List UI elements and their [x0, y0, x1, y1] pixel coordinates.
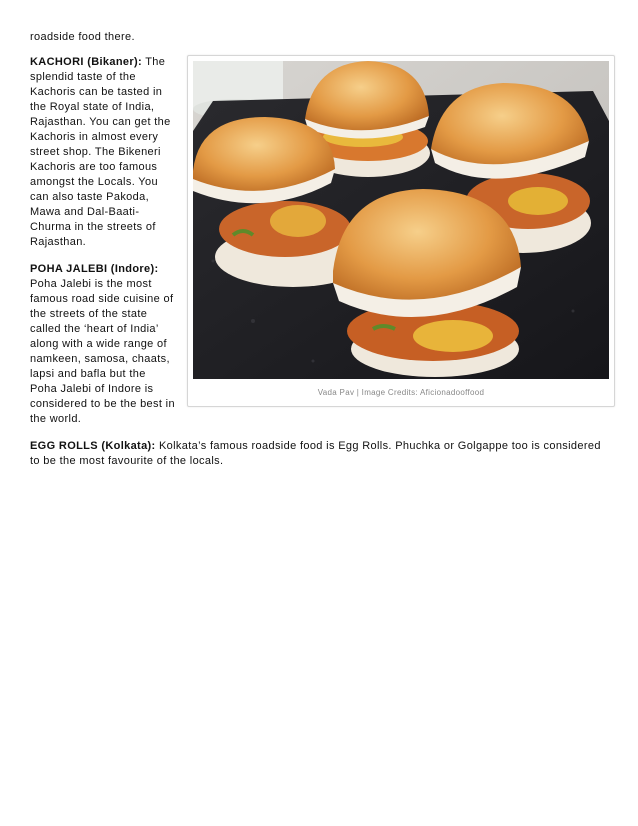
- figure: [187, 55, 615, 407]
- poha-jalebi-heading: POHA JALEBI (Indore):: [30, 263, 159, 275]
- egg-rolls-body: Kolkata’s famous roadside food is Egg Rolls. Phuchka or Golgappe too is considered to be the most favourite of the locals.: [30, 440, 601, 467]
- poha-jalebi-body: Poha Jalebi is the most famous road side cuisine of the streets of the state called the ‘heart of India’ along with a wide range of namkeen, samosa, chaats, lapsi and bafla but the Poha Jalebi of Indore is considered to be the best in the world.: [30, 278, 175, 425]
- article-page: [30, 30, 608, 481]
- kachori-body: The splendid taste of the Kachoris can be tasted in the Royal state of India, Rajasthan. You can get the Kachoris in almost every street shop. The Bikeneri Kachoris are too famous amongst the Locals. You can also taste Pakoda, Mawa and Dal-Baati-Churma in the streets of Rajasthan.: [30, 56, 171, 248]
- vada-pav-photo: [193, 61, 609, 379]
- kachori-heading: KACHORI (Bikaner):: [30, 56, 143, 68]
- egg-rolls-heading: EGG ROLLS (Kolkata):: [30, 440, 156, 452]
- intro-text: roadside food there.: [30, 31, 135, 43]
- figure-caption: Vada Pav | Image Credits: Aficionadooffood: [317, 388, 485, 397]
- egg-rolls-paragraph: [30, 439, 608, 469]
